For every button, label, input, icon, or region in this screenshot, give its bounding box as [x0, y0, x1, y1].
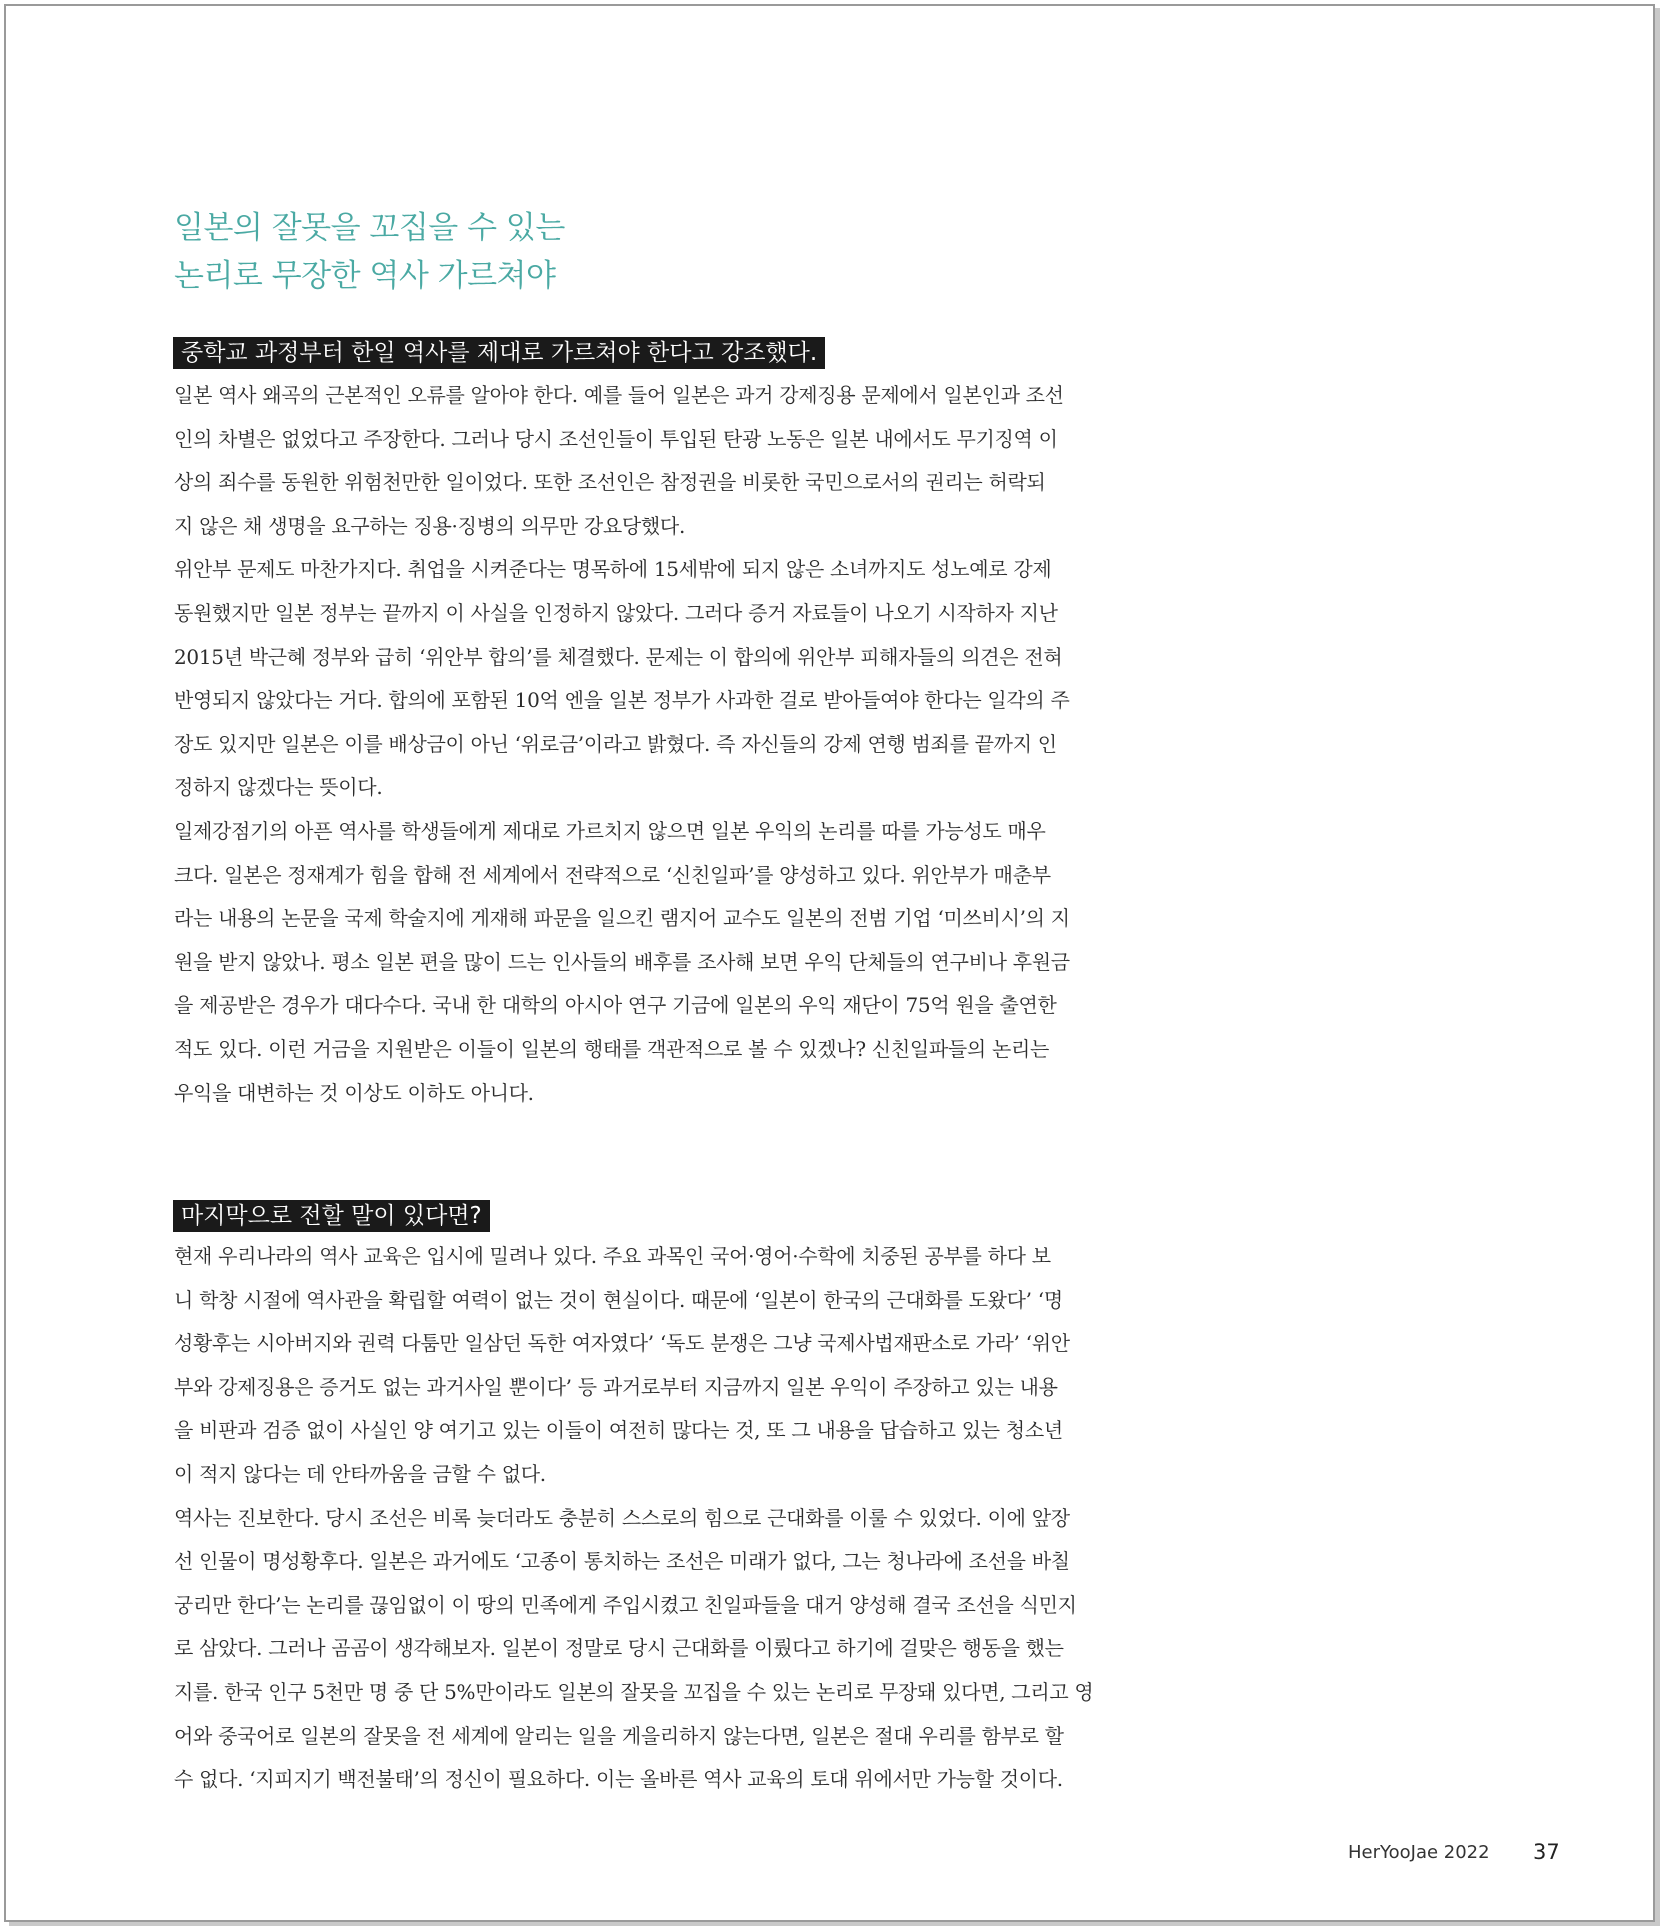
body-line: 일제강점기의 아픈 역사를 학생들에게 제대로 가르치지 않으면 일본 우익의 논리를 따를 가능성도 매우: [174, 818, 1046, 843]
body-line: 선 인물이 명성황후다. 일본은 과거에도 ‘고종이 통치하는 조선은 미래가 없다, 그는 청나라에 조선을 바칠: [174, 1549, 1070, 1574]
body-line: 상의 죄수를 동원한 위험천만한 일이었다. 또한 조선인은 참정권을 비롯한 국민으로서의 권리는 허락되: [174, 470, 1046, 495]
answer-1-body: [174, 374, 1154, 1115]
headline-line-1: 일본의 잘못을 꼬집을 수 있는: [174, 210, 565, 246]
headline-line-2: 논리로 무장한 역사 가르쳐야: [174, 258, 556, 294]
body-line: 부와 강제징용은 증거도 없는 과거사일 뿐이다’ 등 과거로부터 지금까지 일본 우익이 주장하고 있는 내용: [174, 1374, 1058, 1399]
body-line: 일본 역사 왜곡의 근본적인 오류를 알아야 한다. 예를 들어 일본은 과거 강제징용 문제에서 일본인과 조선: [174, 383, 1064, 407]
publication-name: HerYooJae 2022: [1348, 1842, 1490, 1863]
page-number: 37: [1533, 1840, 1560, 1864]
body-line: 궁리만 한다’는 논리를 끊임없이 이 땅의 민족에게 주입시켰고 친일파들을 대거 양성해 결국 조선을 식민지: [174, 1592, 1077, 1617]
body-line: 어와 중국어로 일본의 잘못을 전 세계에 알리는 일을 게을리하지 않는다면, 일본은 절대 우리를 함부로 할: [174, 1723, 1064, 1748]
body-line: 수 없다. ‘지피지기 백전불태’의 정신이 필요하다. 이는 올바른 역사 교육의 토대 위에서만 가능할 것이다.: [174, 1767, 1063, 1792]
body-line: 지를. 한국 인구 5천만 명 중 단 5%만이라도 일본의 잘못을 꼬집을 수 있는 논리로 무장돼 있다면, 그리고 영: [174, 1679, 1094, 1704]
body-line: 을 제공받은 경우가 대다수다. 국내 한 대학의 아시아 연구 기금에 일본의 우익 재단이 75억 원을 출연한: [174, 993, 1057, 1018]
body-line: 니 학창 시절에 역사관을 확립할 여력이 없는 것이 현실이다. 때문에 ‘일본이 한국의 근대화를 도왔다’ ‘명: [174, 1287, 1063, 1312]
body-line: 성황후는 시아버지와 권력 다툼만 일삼던 독한 여자였다’ ‘독도 분쟁은 그냥 국제사법재판소로 가라’ ‘위안: [174, 1331, 1070, 1356]
body-line: 적도 있다. 이런 거금을 지원받은 이들이 일본의 행태를 객관적으로 볼 수 있겠나? 신친일파들의 논리는: [174, 1036, 1050, 1061]
body-line: 2015년 박근혜 정부와 급히 ‘위안부 합의’를 체결했다. 문제는 이 합의에 위안부 피해자들의 의견은 전혀: [174, 644, 1063, 669]
headline: [174, 204, 565, 300]
body-line: 동원했지만 일본 정부는 끝까지 이 사실을 인정하지 않았다. 그러다 증거 자료들이 나오기 시작하자 지난: [174, 600, 1058, 625]
body-line: 크다. 일본은 정재계가 힘을 합해 전 세계에서 전략적으로 ‘신친일파’를 양성하고 있다. 위안부가 매춘부: [174, 862, 1051, 887]
body-line: 역사는 진보한다. 당시 조선은 비록 늦더라도 충분히 스스로의 힘으로 근대화를 이룰 수 있었다. 이에 앞장: [174, 1505, 1070, 1530]
body-line: 정하지 않겠다는 뜻이다.: [174, 775, 383, 800]
body-line: 원을 받지 않았나. 평소 일본 편을 많이 드는 인사들의 배후를 조사해 보면 우익 단체들의 연구비나 후원금: [174, 949, 1070, 974]
body-line: 위안부 문제도 마찬가지다. 취업을 시켜준다는 명목하에 15세밖에 되지 않은 소녀까지도 성노예로 강제: [174, 557, 1052, 582]
page: [4, 4, 1655, 1922]
body-line: 우익을 대변하는 것 이상도 이하도 아니다.: [174, 1080, 534, 1105]
body-line: 로 삼았다. 그러나 곰곰이 생각해보자. 일본이 정말로 당시 근대화를 이뤘다고 하기에 걸맞은 행동을 했는: [174, 1636, 1064, 1661]
body-line: 반영되지 않았다는 거다. 합의에 포함된 10억 엔을 일본 정부가 사과한 걸로 받아들여야 한다는 일각의 주: [174, 688, 1070, 713]
body-line: 을 비판과 검증 없이 사실인 양 여기고 있는 이들이 여전히 많다는 것, 또 그 내용을 답습하고 있는 청소년: [174, 1418, 1063, 1443]
body-line: 라는 내용의 논문을 국제 학술지에 게재해 파문을 일으킨 램지어 교수도 일본의 전범 기업 ‘미쓰비시’의 지: [174, 906, 1070, 931]
question-1-label: 중학교 과정부터 한일 역사를 제대로 가르쳐야 한다고 강조했다.: [173, 337, 825, 369]
body-line: 이 적지 않다는 데 안타까움을 금할 수 없다.: [174, 1461, 546, 1486]
body-line: 장도 있지만 일본은 이를 배상금이 아닌 ‘위로금’이라고 밝혔다. 즉 자신들의 강제 연행 범죄를 끝까지 인: [174, 731, 1057, 756]
body-line: 인의 차별은 없었다고 주장한다. 그러나 당시 조선인들이 투입된 탄광 노동은 일본 내에서도 무기징역 이: [174, 426, 1058, 451]
body-line: 현재 우리나라의 역사 교육은 입시에 밀려나 있다. 주요 과목인 국어·영어·수학에 치중된 공부를 하다 보: [174, 1244, 1051, 1268]
answer-2-body: [174, 1235, 1154, 1802]
question-2-label: 마지막으로 전할 말이 있다면?: [173, 1200, 490, 1232]
body-line: 지 않은 채 생명을 요구하는 징용·징병의 의무만 강요당했다.: [174, 513, 685, 538]
